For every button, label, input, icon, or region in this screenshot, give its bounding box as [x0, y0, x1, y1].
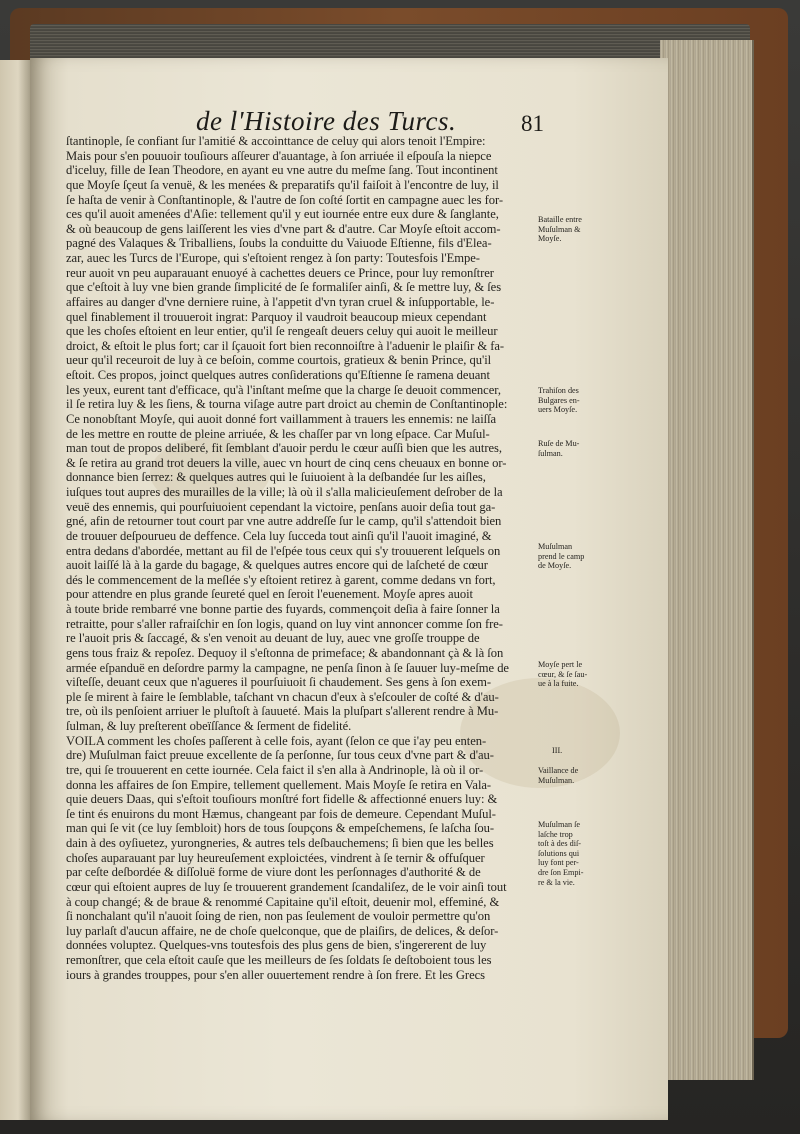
- margin-note: [552, 746, 632, 756]
- margin-note-line: ue à la fuite.: [538, 679, 579, 689]
- margin-note-line: luy font per-: [538, 858, 579, 868]
- text-line: donna les affaires de ſon Empire, tellement quellement. Mais Moyſe ſe retira en Vala-: [66, 777, 492, 792]
- text-line: d'iceluy, fille de Iean Theodore, en ayant eu vne autre du meſme ſang. Tout incontinent: [66, 163, 498, 178]
- text-line: ueur qu'il receuroit de luy à ce beſoin, comme courtois, gratieux & benin Prince, qu'il: [66, 353, 492, 368]
- text-line: il ſe retira luy & les ſiens, & tourna viſage autre part droict au chemin de Conſtantinople:: [66, 397, 508, 412]
- text-line: zar, auec les Turcs de l'Europe, qui s'eſtoient rengez à ſon party: Toutesfois l'Empe-: [66, 251, 480, 265]
- text-line: dés le commencement de la meſlée s'y eſtoient retirez à garent, comme dedans vn fort,: [66, 572, 496, 587]
- text-line: pagné des Valaques & Triballiens, ſoubs la conduitte du Vaiuode Eſtienne, fils d'Elea-: [66, 236, 492, 251]
- text-line: gné, afin de retourner tout court par vne autre addreſſe ſur le camp, qu'il s'attendoit bien: [66, 514, 502, 529]
- margin-note-line: Bataille entre: [538, 215, 582, 224]
- text-line: reur auoit vn peu auparauant enuoyé à cachettes deuers ce Prince, pour luy remonſtrer: [66, 265, 494, 280]
- text-line: man qui ſe vit (ce luy ſembloit) hors de tous ſoupçons & empeſchemens, ſe laſcha ſou-: [66, 821, 495, 836]
- page-number: 81: [521, 111, 544, 136]
- margin-note-line: prend le camp: [538, 551, 585, 561]
- page-fore-edge: [660, 40, 754, 1080]
- text-line: & ſe retira au grand trot deuers la ville, auec vn hourt de cinq cens cheuaux en bonne or-: [66, 455, 507, 470]
- margin-note-line: Vaillance de: [538, 766, 579, 775]
- text-line: entra dedans d'abordée, mettant au fil de l'eſpée tous ceux qui s'y trouuerent leſquels on: [66, 543, 501, 558]
- text-line: ſi nonchalant qu'il n'auoit ſoing de rien, non pas ſeulement de vouloir permettre qu'on: [66, 909, 491, 924]
- text-line: de trouuer deſpourueu de deffence. Cela luy ſucceda tout ainſi qu'il l'auoit imaginé, &: [66, 528, 492, 543]
- margin-note: [538, 386, 618, 415]
- text-line: tre, où ils penſoient arriuer le pluſtoſt à ſauueté. Mais la pluſpart s'allerent rendre à Mu-: [66, 704, 499, 719]
- margin-note-line: ſulman.: [538, 448, 563, 458]
- margin-note: [538, 542, 618, 571]
- margin-note-line: Moyſe.: [538, 234, 562, 244]
- text-line: que Moyſe ſçeut ſa venuë, & les menées & preparatifs qu'il faiſoit à l'encontre de luy, il: [66, 177, 499, 192]
- text-line: ſtantinople, ſe confiant ſur l'amitié & accointtance de celuy qui alors tenoit l'Empire:: [66, 134, 486, 148]
- text-line: ſulman, & luy preſterent obeïſſance & ſerment de fidelité.: [66, 719, 352, 733]
- text-line: retraitte, pour s'aller rafraiſchir en ſon logis, quand on luy vint annoncer comme ſon fre-: [66, 616, 503, 631]
- text-line: données voluptez. Quelques-vns toutesfois des plus gens de bien, s'ingererent de luy: [66, 938, 487, 953]
- text-line: affaires au danger d'vne derniere ruine, à l'appetit d'vn tyran cruel & inſupportable, le-: [66, 294, 495, 309]
- margin-note: [538, 215, 618, 244]
- margin-note-line: toſt à des diſ-: [538, 839, 581, 849]
- text-line: par ceſte deſbordée & diſſoluë forme de viure dont les perſonnages d'authorité & de: [66, 865, 481, 880]
- text-line: auoit laiſſé là à la garde du bagage, & quelques autres encore qui de laſcheté de cœur: [66, 558, 488, 573]
- text-line: Ce nonobſtant Moyſe, qui auoit donné fort vaillamment à trauers les ennemis: ne laiſſa: [66, 411, 497, 426]
- margin-note: [538, 439, 618, 458]
- margin-note-line: cœur, & ſe ſau-: [538, 669, 588, 679]
- text-line: ſe haſta de venir à Conſtantinople, & l'autre de ſon coſté ſortit en campagne auec les for-: [66, 192, 504, 207]
- text-line: man tout de propos deliberé, fit ſemblant d'auoir perdu le cœur auſſi bien que les autres,: [66, 441, 502, 456]
- margin-note-line: Muſulman: [538, 542, 573, 551]
- margin-note-line: uers Moyſe.: [538, 405, 578, 415]
- text-line: gens tous fraiz & repoſez. Dequoy il s'eſtonna de primeface; & abandonnant çà & là ſon: [66, 645, 504, 660]
- text-line: que c'eſtoit à luy vne bien grande ſimplicité de ſe formaliſer ainſi, & ſe mettre luy, & ſes: [66, 280, 502, 295]
- margin-note-line: laſche trop: [538, 829, 573, 839]
- text-line: quel finablement il trouueroit ingrat: Parquoy il vaudroit beaucoup mieux cependant: [66, 309, 487, 324]
- margin-note-line: dre ſon Empi-: [538, 867, 584, 877]
- text-line: choſes auparauant par luy heureuſement exploictées, vindrent à ſe ternir & offuſquer: [66, 850, 485, 865]
- margin-note-line: III.: [552, 746, 563, 755]
- text-line: les yeux, eurent tant d'efficace, qu'à l'inſtant meſme que la charge ſe deuoit commencer,: [66, 382, 501, 397]
- margin-note-line: Muſulman ſe: [538, 820, 581, 829]
- text-line: à toute bride rembarré vne bonne partie des fuyards, commençoit deſia à faire ſonner la: [66, 602, 500, 616]
- margin-note-line: ſolutions qui: [538, 848, 580, 858]
- margin-note: [538, 820, 618, 887]
- margin-note-line: Muſulman &: [538, 224, 581, 234]
- text-line: cœur qui eſtoient aupres de luy ſe trouuerent grandement ſcandaliſez, de le voir ainſi tout: [66, 879, 507, 894]
- text-line: quie deuers Daas, qui s'eſtoit touſiours monſtré fort fidelle & affectionné enuers luy: &: [66, 792, 498, 807]
- text-line: tre, qui ſe trouuerent en cette iournée. Cela faict il s'en alla à Andrinople, là où il or-: [66, 762, 484, 777]
- margin-note-line: de Moyſe.: [538, 561, 572, 571]
- text-line: Mais pour s'en pouuoir touſiours aſſeurer d'auantage, à ſon arriuée il eſpouſa la niepce: [66, 148, 492, 163]
- text-line: de les mettre en routte de pleine arriuée, & les chaſſer par vn long eſpace. Car Muſul-: [66, 426, 490, 441]
- text-line: dre) Muſulman faict preuue excellente de ſa perſonne, ſur tous ceux d'vne part & d'au-: [66, 748, 494, 763]
- running-head: de l'Histoire des Turcs.: [196, 106, 457, 136]
- margin-note: [538, 660, 618, 689]
- margin-note-line: Muſulman.: [538, 775, 575, 785]
- text-line: armée eſpanduë en deſordre parmy la campagne, ne penſa ſinon à ſe ſauuer luy-meſme de: [66, 660, 509, 675]
- text-line: re l'auoit pris & ſaccagé, & s'en venoit au deuant de luy, auec vne groſſe trouppe de: [66, 631, 480, 646]
- left-page-edge: [0, 60, 30, 1120]
- text-line: que les choſes eſtoient en leur entier, qu'il ſe rengeaſt deuers celuy qui auoit le meilleur: [66, 324, 498, 339]
- text-line: dain à des oyſiuetez, yurongneries, & autres tels deſbauchemens; ſi bien que les belles: [66, 836, 494, 850]
- text-line: ſe tint és enuirons du mont Hæmus, changeant par fois de demeure. Cependant Muſul-: [66, 806, 496, 821]
- text-line: veuë des ennemis, qui pourſuiuoient cependant la victoire, penſans auoir deſia tout ga-: [66, 499, 496, 514]
- body-text: [66, 134, 542, 982]
- margin-note-line: Bulgares en-: [538, 395, 580, 405]
- text-line: pour attendre en plus grande ſeureté quel en ſeroit l'euenement. Moyſe apres auoit: [66, 587, 473, 602]
- text-line: ces qu'il auoit amenées d'Aſie: tellement qu'il y eut iournée entre eux dure & ſanglante,: [66, 207, 499, 222]
- margin-note: [538, 766, 618, 785]
- text-line: à coup changé; & de braue & renommé Capitaine qu'il eſtoit, deuenir mol, effeminé, &: [66, 894, 500, 909]
- text-line: remonſtrer, que cela eſtoit cauſe que les meilleurs de ſes ſoldats ſe deſtoboient tous les: [66, 953, 492, 967]
- text-line: iuſques tout aupres des murailles de la ville; là où il s'alla malicieuſement deſrober de la: [66, 485, 503, 499]
- margin-note-line: Moyſe pert le: [538, 660, 583, 669]
- text-line: eſtoit. Ces propos, joinct quelques autres conſiderations qu'Eſtienne ſe ramena deuant: [66, 368, 490, 382]
- margin-note-line: Trahiſon des: [538, 386, 579, 395]
- text-line: viſteſſe, deuant ceux que n'agueres il pourſuiuoit ſi chaudement. Ses gens à ſon exem-: [66, 675, 491, 690]
- text-line: luy parlaſt d'aucun affaire, ne de choſe quelconque, que de plaiſirs, de delices, & deſor-: [66, 923, 499, 938]
- text-line: droict, & eſtoit le plus fort; car il ſçauoit fort bien reconnoiſtre à l'aduenir le plaiſir & fa-: [66, 338, 505, 353]
- margin-note-line: Ruſe de Mu-: [538, 439, 580, 448]
- text-line: ple ſe mirent à faire le ſemblable, taſchant vn chacun d'eux à s'eſcouler de coſté & d'au-: [66, 689, 499, 704]
- text-line: & où beaucoup de gens laiſſerent les vies d'vne part & d'autre. Car Moyſe eſtoit accom-: [66, 221, 501, 236]
- text-line: iours à grandes trouppes, pour s'en aller ouuertement rendre à ſon frere. Et les Grecs: [66, 967, 485, 982]
- text-line: donnance bien ſerrez: & quelques autres qui le ſuiuoient à la deſbandée ſur les aiſles,: [66, 470, 486, 485]
- margin-note-line: re & la vie.: [538, 877, 575, 887]
- text-line: VOILA comment les choſes paſſerent à celle fois, ayant (ſelon ce que i'ay peu enten-: [66, 733, 487, 748]
